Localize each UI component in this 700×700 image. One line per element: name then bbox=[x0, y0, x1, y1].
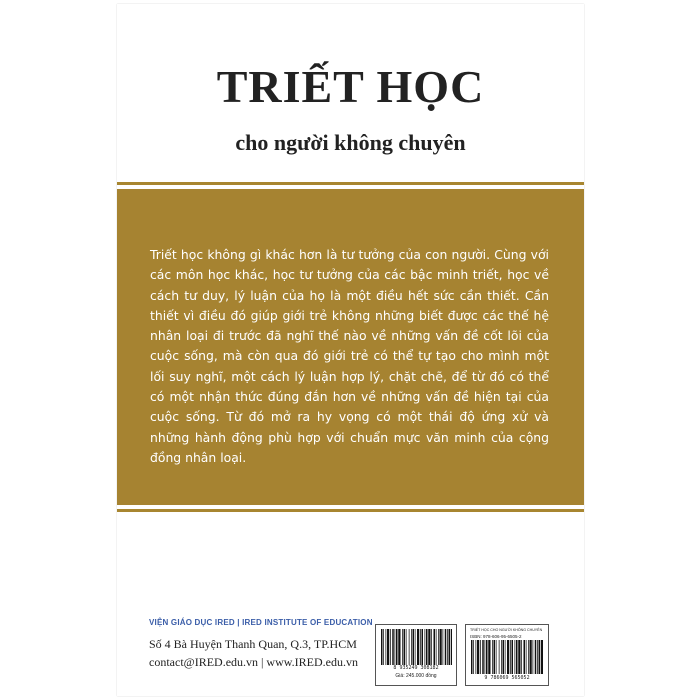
book-subtitle: cho người không chuyên bbox=[235, 130, 466, 155]
isbn-barcode bbox=[465, 624, 549, 686]
publisher-address: Số 4 Bà Huyện Thanh Quan, Q.3, TP.HCM bbox=[149, 637, 357, 651]
top-divider-stripe bbox=[117, 182, 584, 185]
publisher-name: VIỆN GIÁO DỤC IRED | IRED INSTITUTE OF EDUCATION bbox=[149, 618, 373, 627]
publisher-contact: contact@IRED.edu.vn | www.IRED.edu.vn bbox=[149, 655, 358, 669]
price-barcode bbox=[375, 624, 457, 686]
book-description: Triết học không gì khác hơn là tư tưởng của con người. Cùng với các môn học khác, học tư tưởng của các bậc minh triết, học về cách tư duy, lý luận của họ là một điều hết sức cần thiết. Cần thiết vì điều đó giúp giới trẻ không những biết được các thế hệ nhân loại đi trước đã nghĩ thế nào về những vấn đề cốt lõi của cuộc sống, mà còn qua đó giới trẻ có thể tự tạo cho mình một lối suy nghĩ, một cách lý luận hợp lý, chặt chẽ, để từ đó có thể có một nhận thức đúng đắn hơn về những vấn đề hiện tại của cuộc sống. Từ đó mở ra hy vọng có một thái độ ứng xử và những hành động phù hợp với chuẩn mực văn minh của cộng đồng nhân loại. bbox=[150, 247, 549, 465]
barcode-number: 8 935249 308182 bbox=[393, 665, 439, 671]
isbn-book-title: TRIẾT HỌC CHO NGƯỜI KHÔNG CHUYÊN bbox=[470, 628, 543, 632]
isbn-barcode-icon bbox=[470, 640, 544, 674]
barcode-icon bbox=[380, 629, 452, 665]
isbn-label: ISBN: 978-606-95-6505-2 bbox=[470, 634, 522, 639]
description-panel bbox=[117, 189, 584, 505]
bottom-divider-stripe bbox=[117, 509, 584, 512]
book-title: TRIẾT HỌC bbox=[216, 61, 485, 112]
price-label: Giá: 245.000 đồng bbox=[395, 673, 437, 679]
back-cover bbox=[117, 4, 584, 696]
isbn-number: 9 786069 565052 bbox=[484, 675, 530, 681]
